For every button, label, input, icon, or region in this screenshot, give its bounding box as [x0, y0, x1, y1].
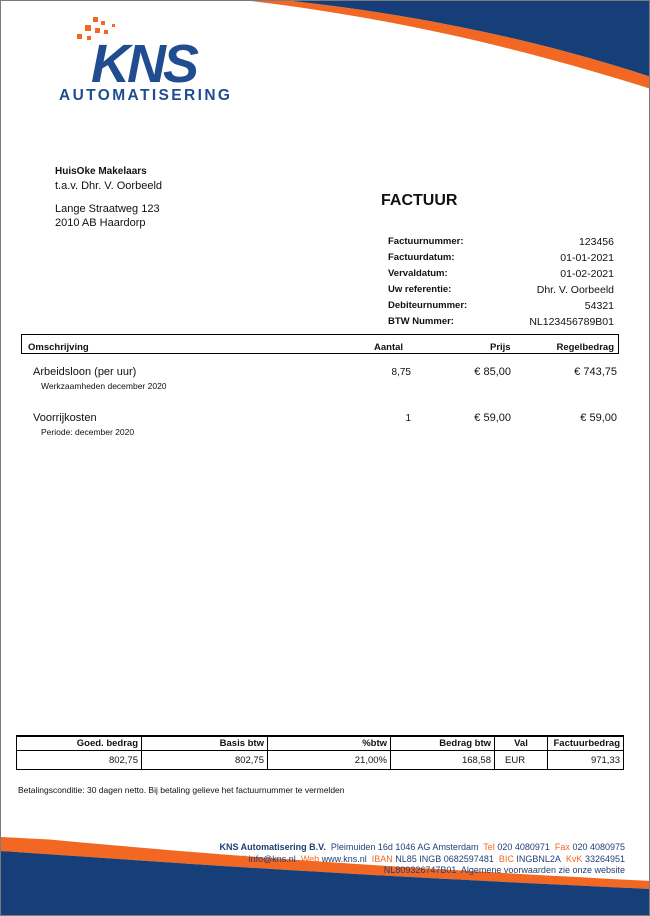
line-qty: 8,75 [391, 367, 411, 378]
meta-row [388, 282, 614, 298]
line-price: € 59,00 [474, 412, 511, 424]
invoice-line [21, 366, 619, 412]
meta-label: Vervaldatum: [388, 268, 448, 279]
meta-label: Factuurnummer: [388, 236, 464, 247]
footer-mail-label: Mail [229, 853, 247, 864]
meta-label: BTW Nummer: [388, 316, 454, 327]
footer-iban-label: IBAN [371, 853, 393, 864]
footer-iban: NL85 INGB 0682597481 [395, 853, 494, 864]
line-subtext: Werkzaamheden december 2020 [41, 381, 167, 391]
footer-fax: 020 4080975 [572, 842, 625, 852]
meta-row [388, 266, 614, 282]
meta-value: 54321 [584, 300, 614, 312]
line-description: Arbeidsloon (per uur) [33, 366, 137, 378]
invoice-meta [388, 234, 614, 330]
logo-tagline: AUTOMATISERING [59, 87, 233, 104]
footer-bic-label: BIC [498, 853, 514, 864]
footer-address: Pleimuiden 16d 1046 AG Amsterdam [330, 842, 479, 852]
footer-web-link[interactable]: www.kns.nl [321, 853, 367, 864]
totals-header: Bedrag btw [391, 736, 495, 751]
lines-header [21, 334, 619, 354]
meta-value: 123456 [578, 236, 614, 248]
totals-value-row [17, 751, 624, 770]
totals-table [16, 735, 624, 770]
meta-value: 01-01-2021 [560, 252, 614, 264]
meta-label: Debiteurnummer: [388, 300, 468, 311]
footer-contact [219, 842, 625, 877]
totals-value: 971,33 [548, 751, 624, 770]
line-amount: € 59,00 [580, 412, 617, 424]
footer-btw: NL809326747B01 [383, 865, 457, 875]
addressee-street: Lange Straatweg 123 [55, 203, 160, 215]
meta-value: NL123456789B01 [529, 316, 614, 328]
meta-value: Dhr. V. Oorbeeld [536, 284, 614, 296]
totals-header: %btw [268, 736, 391, 751]
footer-kvk: 33264951 [584, 853, 625, 864]
logo-brand: KNS [91, 34, 197, 94]
line-description: Voorrijkosten [33, 412, 97, 424]
totals-header-row [17, 736, 624, 751]
totals-value: 168,58 [391, 751, 495, 770]
totals-value: 21,00% [268, 751, 391, 770]
meta-row [388, 250, 614, 266]
footer-mail-link[interactable]: info@kns.nl [248, 853, 296, 864]
meta-value: 01-02-2021 [560, 268, 614, 280]
footer-company: KNS Automatisering B.V. [219, 842, 326, 852]
footer-kvk-label: KvK [565, 853, 583, 864]
footer-bic: INGBNL2A [516, 853, 561, 864]
footer-tel: 020 4080971 [497, 842, 550, 852]
addressee-city: 2010 AB Haardorp [55, 217, 146, 229]
footer-fax-label: Fax [554, 842, 570, 852]
header-amount: Regelbedrag [556, 342, 614, 353]
header-price: Prijs [490, 342, 511, 353]
header-qty: Aantal [374, 342, 404, 353]
addressee-block [55, 165, 162, 230]
addressee-name: HuisOke Makelaars [55, 166, 147, 177]
invoice-line [21, 412, 619, 458]
line-price: € 85,00 [474, 366, 511, 378]
meta-row [388, 314, 614, 330]
totals-header: Factuurbedrag [548, 736, 624, 751]
meta-label: Uw referentie: [388, 284, 452, 295]
footer-terms: Algemene voorwaarden zie onze website [460, 865, 625, 875]
kns-logo [59, 15, 259, 110]
totals-value: EUR [495, 751, 548, 770]
totals-value: 802,75 [17, 751, 142, 770]
line-amount: € 743,75 [574, 366, 617, 378]
line-subtext: Periode: december 2020 [41, 427, 135, 437]
footer-line-2 [219, 854, 625, 866]
footer-line-3 [219, 865, 625, 877]
invoice-lines-table [21, 334, 619, 458]
footer-web-label: Web [300, 853, 320, 864]
meta-row [388, 298, 614, 314]
totals-header: Val [495, 736, 548, 751]
totals-value: 802,75 [142, 751, 268, 770]
addressee-attention: t.a.v. Dhr. V. Oorbeeld [55, 180, 163, 192]
meta-row [388, 234, 614, 250]
footer-line-1 [219, 842, 625, 854]
footer-btw-label: BTW [361, 865, 382, 875]
totals-header: Basis btw [142, 736, 268, 751]
payment-terms: Betalingsconditie: 30 dagen netto. Bij betaling gelieve het factuurnummer te vermelden [18, 785, 345, 795]
totals-header: Goed. bedrag [17, 736, 142, 751]
footer-tel-label: Tel [483, 842, 495, 852]
meta-label: Factuurdatum: [388, 252, 455, 263]
invoice-title: FACTUUR [381, 192, 458, 209]
header-description: Omschrijving [28, 342, 89, 353]
line-qty: 1 [405, 413, 411, 424]
